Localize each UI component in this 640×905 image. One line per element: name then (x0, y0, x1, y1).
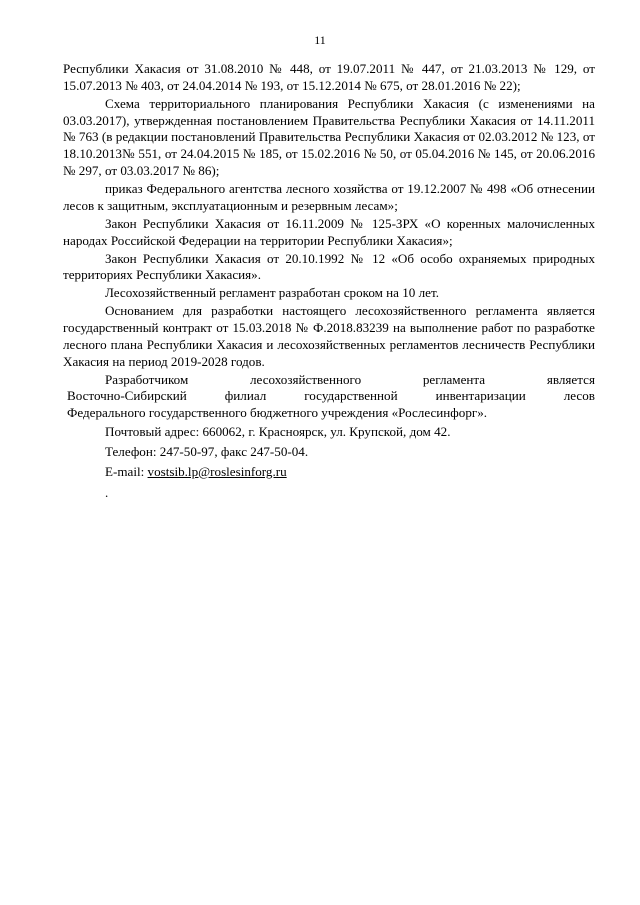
email-link[interactable]: vostsib.lp@roslesinforg.ru (147, 463, 287, 479)
paragraph-indigenous-peoples-law: Закон Республики Хакасия от 16.11.2009 № 125-ЗРХ «О коренных малочисленных народах Российской Федерации на территории Республики Хакасия»; (63, 215, 595, 248)
developer-word: регламента (422, 371, 486, 387)
trailing-mark: . (105, 485, 109, 501)
developer-word: филиал (224, 388, 267, 404)
paragraph-decree-list-continuation: Республики Хакасия от 31.08.2010 № 448, от 19.07.2011 № 447, от 21.03.2013 № 129, от 15.07.2013 № 403, от 24.04.2014 № 193, от 15.12.2014 № 675, от 28.01.2016 № 22); (63, 61, 595, 93)
page-number: 11 (314, 33, 326, 47)
phone-fax: Телефон: 247-50-97, факс 247-50-04. (105, 443, 309, 459)
email-line (63, 464, 595, 481)
document-body (63, 61, 595, 502)
developer-word: Разработчиком (105, 371, 189, 387)
developer-word: государственной (304, 388, 398, 404)
developer-line-3: Федерального государственного бюджетного учреждения «Рослесинфорг». (67, 405, 488, 421)
paragraph-forestry-agency-order: приказ Федерального агентства лесного хозяйства от 19.12.2007 № 498 «Об отнесении лесов к защитным, эксплуатационным и резервным лесам»; (63, 180, 595, 213)
developer-line-2 (63, 388, 595, 405)
paragraph-territorial-planning-scheme: Схема территориального планирования Республики Хакасия (с изменениями на 03.03.2017), утвержденная постановлением Правительства Республики Хакасия от 14.11.2011 № 763 (в редакции постановлений Правительства Республики Хакасия от 02.03.2012 № 123, от 18.10.2013№ 551, от 24.04.2015 № 185, от 15.02.2016 № 50, от 05.04.2016 № 145, от 20.06.2016 № 297, от 03.03.2017 № 86); (63, 95, 595, 178)
developer-word: лесов (563, 388, 595, 404)
developer-word: инвентаризации (435, 388, 526, 404)
developer-word: лесохозяйственного (250, 371, 362, 387)
developer-word: является (546, 371, 595, 387)
postal-address: Почтовый адрес: 660062, г. Красноярск, ул. Крупской, дом 42. (105, 424, 451, 440)
paragraph-regulation-term: Лесохозяйственный регламент разработан сроком на 10 лет. (105, 285, 439, 301)
email-label: E-mail: (105, 463, 148, 479)
developer-word: Восточно-Сибирский (67, 388, 187, 404)
paragraph-protected-areas-law: Закон Республики Хакасия от 20.10.1992 № 12 «Об особо охраняемых природных территориях Республики Хакасия». (63, 250, 595, 283)
paragraph-developer (63, 372, 595, 422)
paragraph-basis-contract: Основанием для разработки настоящего лесохозяйственного регламента является государственный контракт от 15.03.2018 № Ф.2018.83239 на выполнение работ по разработке лесного плана Республики Хакасия и лесохозяйственных регламентов лесничеств Республики Хакасия на период 2019-2028 годов. (63, 303, 595, 369)
developer-line-1 (63, 372, 595, 389)
